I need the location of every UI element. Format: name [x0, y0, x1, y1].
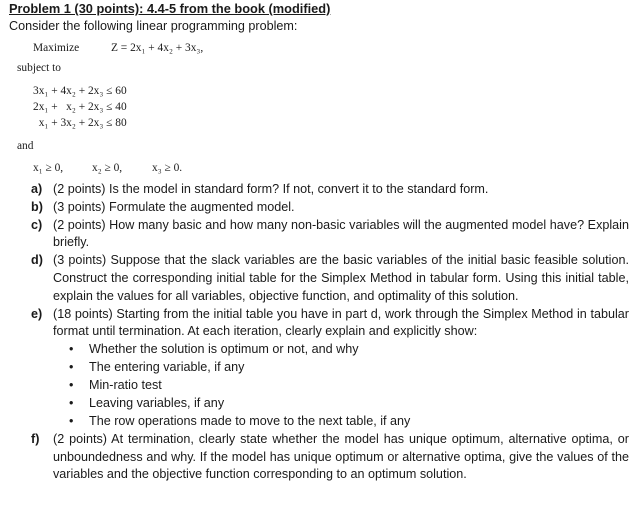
question-list: [9, 181, 629, 484]
bullet-icon: •: [69, 413, 74, 428]
question-d: [9, 252, 629, 305]
question-label: a): [31, 182, 43, 196]
constraint-3: x₁ + 3x₂ + 2x₃ ≤ 80: [33, 117, 127, 129]
bullet-text: The row operations made to move to the next table, if any: [89, 413, 411, 428]
bullet-icon: •: [69, 342, 74, 357]
question-e-bullets: [9, 341, 629, 431]
question-text: (3 points) Formulate the augmented model.: [53, 199, 295, 214]
maximize-label: Maximize: [33, 42, 80, 54]
bullet-icon: •: [69, 377, 74, 392]
constraint-1: 3x₁ + 4x₂ + 2x₃ ≤ 60: [33, 85, 127, 97]
bullet-item: [69, 359, 629, 377]
subject-to-label: subject to: [17, 62, 61, 74]
and-label: and: [17, 140, 34, 152]
bullet-item: [69, 395, 629, 413]
bullet-text: Whether the solution is optimum or not, and why: [89, 342, 359, 357]
question-text: (2 points) How many basic and how many non-basic variables will the augmented model have? Explain briefly.: [53, 217, 629, 250]
bullet-item: [69, 413, 629, 431]
question-label: d): [31, 253, 43, 268]
bullet-icon: •: [69, 395, 74, 410]
bullet-item: [69, 377, 629, 395]
question-label: c): [31, 217, 43, 232]
question-text: (2 points) At termination, clearly state whether the model has unique optimum, alternative optima, or unboundedness and why. If the model has unique optimum or alternative optima, give the values of the variables and the objective function corresponding to an optimum solution.: [53, 431, 629, 482]
question-label: e): [31, 306, 43, 321]
question-b: [9, 199, 629, 217]
problem-title: Problem 1 (30 points): 4.4-5 from the book (modified): [9, 1, 331, 16]
constraint-2: 2x₁ + x₂ + 2x₃ ≤ 40: [33, 101, 127, 113]
question-c: [9, 217, 629, 253]
question-label: f): [31, 431, 40, 446]
bullet-text: Leaving variables, if any: [89, 395, 225, 410]
question-a: [9, 181, 629, 199]
nonneg-x1: x₁ ≥ 0,: [33, 162, 64, 174]
question-e: [9, 306, 629, 342]
objective-function: Z = 2x₁ + 4x₂ + 3x₃,: [111, 42, 204, 54]
question-f: [9, 431, 629, 484]
question-text: (18 points) Starting from the initial table you have in part d, work through the Simplex Method in tabular format until termination. At each iteration, clearly explain and explicitly show:: [53, 306, 629, 339]
bullet-icon: •: [69, 360, 74, 375]
nonneg-x3: x₃ ≥ 0.: [152, 162, 183, 174]
bullet-item: [69, 341, 629, 359]
bullet-text: Min-ratio test: [89, 377, 162, 392]
question-text: (3 points) Suppose that the slack variables are the basic variables of the initial basic feasible solution. Construct the corresponding initial table for the Simplex Method in tabular form. Using this initial table, explain the values for all variables, objective function, and optimality of this solution.: [53, 253, 629, 303]
bullet-text: The entering variable, if any: [89, 360, 245, 375]
problem-intro: Consider the following linear programming problem:: [9, 19, 298, 33]
question-label: b): [31, 199, 43, 214]
question-text: (2 points) Is the model in standard form? If not, convert it to the standard form.: [53, 182, 489, 196]
nonneg-x2: x₂ ≥ 0,: [92, 162, 123, 174]
